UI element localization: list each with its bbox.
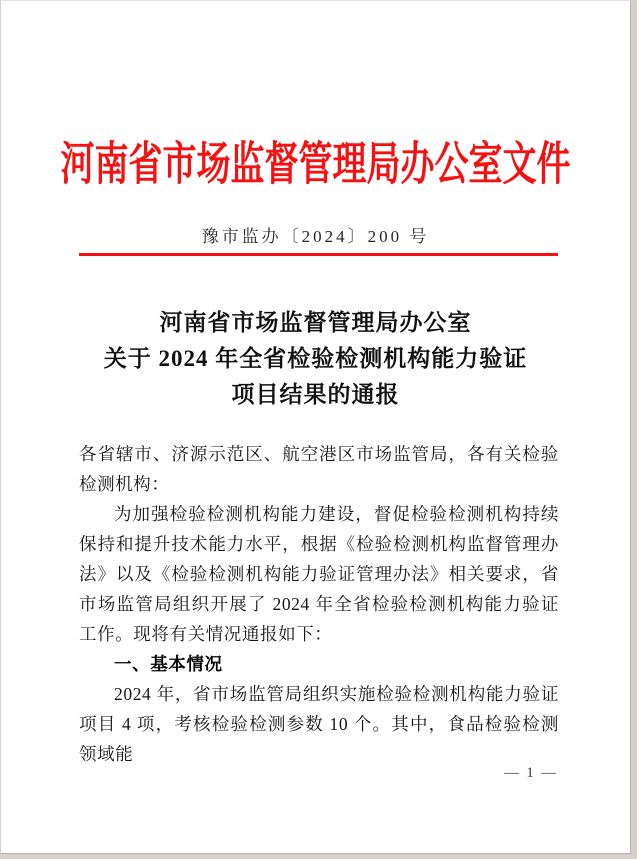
section-1-heading: 一、基本情况 <box>114 654 223 674</box>
document-title <box>1 305 630 413</box>
page-number: — 1 — <box>504 765 558 781</box>
document-title-line-1: 河南省市场监督管理局办公室 <box>159 310 472 335</box>
salutation: 各省辖市、济源示范区、航空港区市场监管局，各有关检验检测机构： <box>79 444 559 494</box>
document-title-line-2: 关于 2024 年全省检验检测机构能力验证 <box>103 346 528 371</box>
document-title-line-3: 项目结果的通报 <box>231 382 400 407</box>
document-body <box>79 439 559 769</box>
document-number: 豫市监办〔2024〕200 号 <box>201 227 430 246</box>
document-masthead <box>1 127 630 191</box>
paragraph-2: 2024 年，省市场监管局组织实施检验检测机构能力验证项目 4 项，考核检验检测参数 10 个。其中，食品检验检测领域能 <box>79 684 559 764</box>
paragraph-1: 为加强检验检测机构能力建设，督促检验检测机构持续保持和提升技术能力水平，根据《检验检测机构监督管理办法》以及《检验检测机构能力验证管理办法》相关要求，省市场监管局组织开展了 2024 年全省检验检测机构能力验证工作。现将有关情况通报如下： <box>79 504 559 644</box>
red-divider-line <box>79 253 558 256</box>
masthead-title: 河南省市场监督管理局办公室文件 <box>60 140 571 191</box>
